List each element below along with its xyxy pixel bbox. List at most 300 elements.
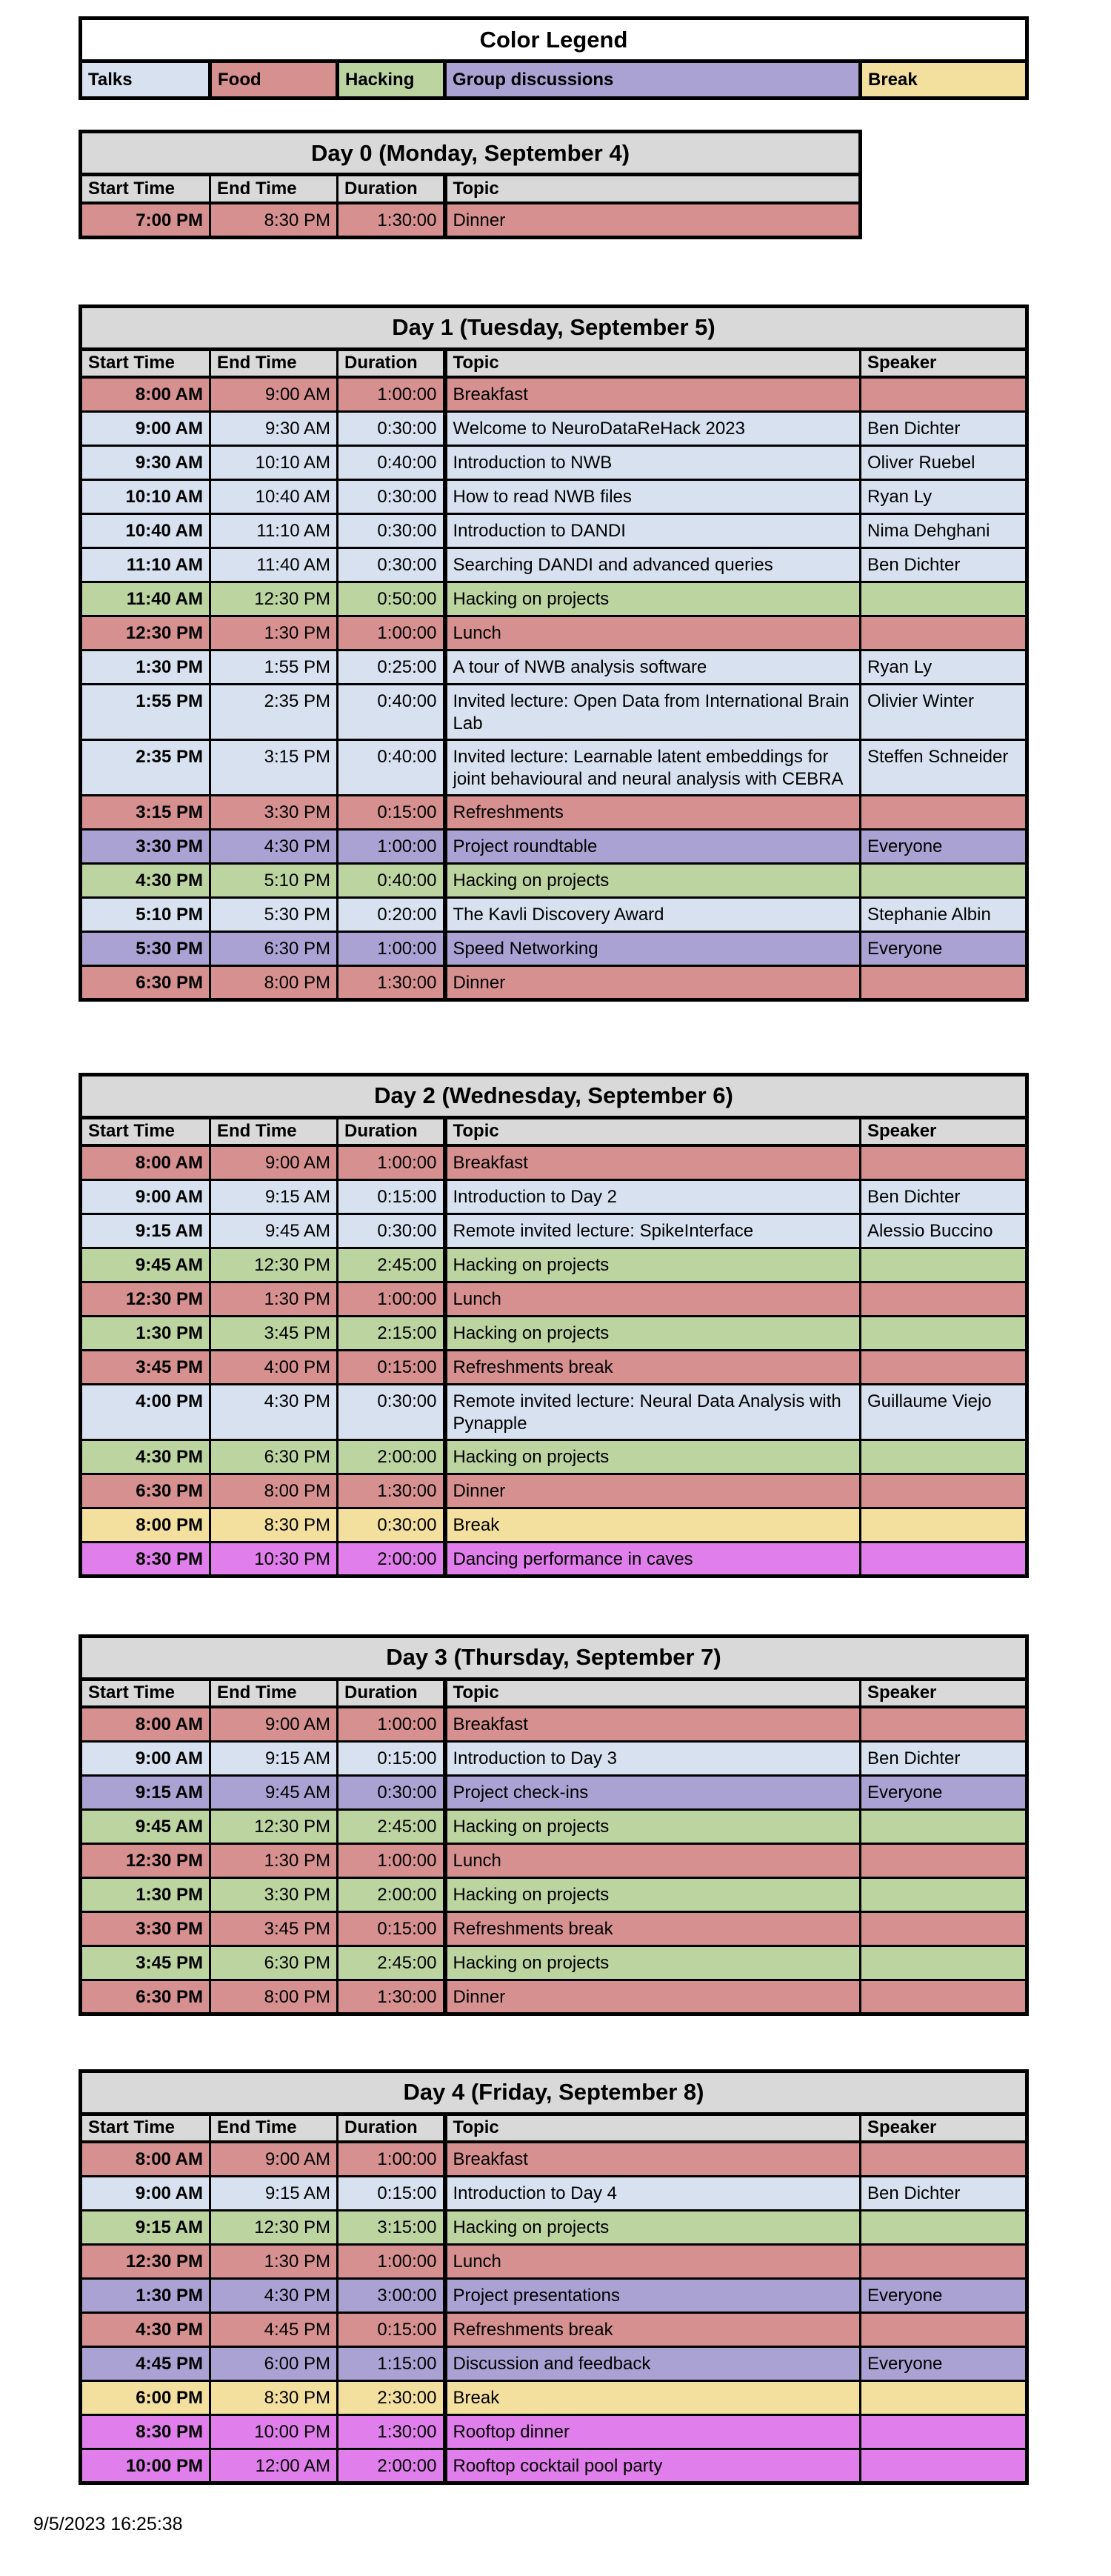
topic-cell: Speed Networking — [445, 931, 861, 965]
topic-cell: Searching DANDI and advanced queries — [445, 548, 861, 582]
topic-cell: Hacking on projects — [445, 1248, 861, 1282]
speaker-cell — [861, 1911, 1027, 1946]
end-time-cell: 9:15 AM — [210, 1741, 338, 1775]
day-title-row — [81, 2071, 1027, 2114]
start-time-cell: 1:30 PM — [81, 650, 210, 684]
speaker-cell — [861, 1145, 1027, 1179]
end-time-cell: 11:10 AM — [210, 513, 338, 548]
duration-cell: 2:45:00 — [338, 1946, 445, 1980]
schedule-row — [81, 1741, 1027, 1775]
column-header-speaker: Speaker — [861, 1117, 1027, 1145]
start-time-cell: 4:30 PM — [81, 2312, 210, 2346]
day-2-table — [79, 1073, 1029, 1578]
schedule-row — [81, 582, 1027, 616]
schedule-row — [81, 203, 861, 238]
speaker-cell — [861, 1980, 1027, 2014]
day-title: Day 0 (Monday, September 4) — [81, 132, 861, 175]
column-header-topic: Topic — [445, 349, 861, 377]
column-header-row — [81, 1117, 1027, 1145]
end-time-cell: 4:30 PM — [210, 2278, 338, 2312]
end-time-cell: 10:10 AM — [210, 445, 338, 479]
column-header-start-time: Start Time — [81, 2114, 210, 2142]
day-title: Day 3 (Thursday, September 7) — [81, 1636, 1027, 1679]
legend-item-break: Break — [861, 61, 1027, 99]
speaker-cell — [861, 1508, 1027, 1542]
end-time-cell: 1:30 PM — [210, 616, 338, 650]
color-legend-table — [79, 16, 1029, 100]
duration-cell: 2:00:00 — [338, 1542, 445, 1576]
duration-cell: 0:15:00 — [338, 1911, 445, 1946]
schedule-row — [81, 1248, 1027, 1282]
end-time-cell: 1:30 PM — [210, 2244, 338, 2278]
end-time-cell: 8:30 PM — [210, 203, 338, 238]
duration-cell: 0:30:00 — [338, 513, 445, 548]
column-header-speaker: Speaker — [861, 2114, 1027, 2142]
topic-cell: Lunch — [445, 1282, 861, 1316]
speaker-cell: Ben Dichter — [861, 1179, 1027, 1214]
schedule-row — [81, 1508, 1027, 1542]
column-header-end-time: End Time — [210, 1117, 338, 1145]
schedule-row — [81, 1542, 1027, 1576]
column-header-duration: Duration — [338, 349, 445, 377]
start-time-cell: 1:30 PM — [81, 1877, 210, 1911]
schedule-document — [79, 16, 1029, 2485]
start-time-cell: 8:00 AM — [81, 2142, 210, 2176]
topic-cell: Remote invited lecture: SpikeInterface — [445, 1214, 861, 1248]
speaker-cell: Everyone — [861, 2278, 1027, 2312]
speaker-cell — [861, 795, 1027, 829]
topic-cell: Rooftop dinner — [445, 2414, 861, 2449]
end-time-cell: 3:45 PM — [210, 1316, 338, 1350]
duration-cell: 0:15:00 — [338, 2312, 445, 2346]
column-header-row — [81, 2114, 1027, 2142]
speaker-cell — [861, 1440, 1027, 1474]
start-time-cell: 9:15 AM — [81, 2210, 210, 2244]
duration-cell: 1:00:00 — [338, 377, 445, 411]
duration-cell: 0:40:00 — [338, 863, 445, 897]
topic-cell: The Kavli Discovery Award — [445, 897, 861, 931]
topic-cell: Invited lecture: Learnable latent embeddings for joint behavioural and neural analysis with CEBRA — [445, 739, 861, 795]
start-time-cell: 8:00 AM — [81, 1145, 210, 1179]
speaker-cell — [861, 1843, 1027, 1877]
schedule-row — [81, 1350, 1027, 1384]
speaker-cell: Stephanie Albin — [861, 897, 1027, 931]
speaker-cell — [861, 965, 1027, 999]
topic-cell: Introduction to Day 4 — [445, 2176, 861, 2210]
topic-cell: Hacking on projects — [445, 582, 861, 616]
schedule-row — [81, 2414, 1027, 2449]
schedule-row — [81, 1946, 1027, 1980]
day-title: Day 1 (Tuesday, September 5) — [81, 306, 1027, 349]
speaker-cell: Ryan Ly — [861, 479, 1027, 513]
column-header-start-time: Start Time — [81, 349, 210, 377]
legend-items-row — [81, 61, 1027, 99]
schedule-row — [81, 411, 1027, 445]
schedule-row — [81, 650, 1027, 684]
topic-cell: Project check-ins — [445, 1775, 861, 1809]
end-time-cell: 3:15 PM — [210, 739, 338, 795]
speaker-cell — [861, 1946, 1027, 1980]
speaker-cell: Olivier Winter — [861, 684, 1027, 739]
start-time-cell: 8:00 AM — [81, 377, 210, 411]
topic-cell: Introduction to Day 2 — [445, 1179, 861, 1214]
schedule-row — [81, 2449, 1027, 2483]
end-time-cell: 8:30 PM — [210, 2380, 338, 2414]
column-header-duration: Duration — [338, 1117, 445, 1145]
duration-cell: 1:30:00 — [338, 1980, 445, 2014]
schedule-row — [81, 1843, 1027, 1877]
legend-title-row — [81, 19, 1027, 61]
topic-cell: Dinner — [445, 1474, 861, 1508]
speaker-cell — [861, 2210, 1027, 2244]
speaker-cell — [861, 2380, 1027, 2414]
schedule-row — [81, 863, 1027, 897]
duration-cell: 0:30:00 — [338, 548, 445, 582]
start-time-cell: 9:15 AM — [81, 1775, 210, 1809]
speaker-cell: Everyone — [861, 829, 1027, 863]
topic-cell: Introduction to NWB — [445, 445, 861, 479]
topic-cell: Refreshments — [445, 795, 861, 829]
start-time-cell: 7:00 PM — [81, 203, 210, 238]
end-time-cell: 8:00 PM — [210, 1474, 338, 1508]
column-header-duration: Duration — [338, 1679, 445, 1707]
topic-cell: Invited lecture: Open Data from International Brain Lab — [445, 684, 861, 739]
end-time-cell: 8:00 PM — [210, 965, 338, 999]
schedule-row — [81, 1214, 1027, 1248]
duration-cell: 0:30:00 — [338, 1508, 445, 1542]
end-time-cell: 9:15 AM — [210, 1179, 338, 1214]
schedule-row — [81, 1707, 1027, 1741]
schedule-row — [81, 2210, 1027, 2244]
start-time-cell: 4:30 PM — [81, 863, 210, 897]
speaker-cell — [861, 1248, 1027, 1282]
topic-cell: Breakfast — [445, 1707, 861, 1741]
end-time-cell: 6:30 PM — [210, 931, 338, 965]
topic-cell: Breakfast — [445, 377, 861, 411]
duration-cell: 2:15:00 — [338, 1316, 445, 1350]
schedule-row — [81, 1911, 1027, 1946]
schedule-row — [81, 479, 1027, 513]
column-header-duration: Duration — [338, 2114, 445, 2142]
day-4-table — [79, 2069, 1029, 2485]
speaker-cell — [861, 1542, 1027, 1576]
duration-cell: 2:00:00 — [338, 1440, 445, 1474]
duration-cell: 1:00:00 — [338, 1282, 445, 1316]
speaker-cell: Ben Dichter — [861, 1741, 1027, 1775]
column-header-speaker: Speaker — [861, 1679, 1027, 1707]
topic-cell: Hacking on projects — [445, 1809, 861, 1843]
topic-cell: Dinner — [445, 1980, 861, 2014]
start-time-cell: 10:40 AM — [81, 513, 210, 548]
schedule-row — [81, 1282, 1027, 1316]
schedule-row — [81, 1809, 1027, 1843]
legend-item-talks: Talks — [81, 61, 210, 99]
start-time-cell: 1:30 PM — [81, 2278, 210, 2312]
column-header-row — [81, 349, 1027, 377]
speaker-cell — [861, 1809, 1027, 1843]
schedule-row — [81, 2142, 1027, 2176]
start-time-cell: 9:45 AM — [81, 1248, 210, 1282]
topic-cell: Lunch — [445, 1843, 861, 1877]
duration-cell: 2:45:00 — [338, 1248, 445, 1282]
speaker-cell: Everyone — [861, 1775, 1027, 1809]
end-time-cell: 12:30 PM — [210, 1248, 338, 1282]
topic-cell: Project presentations — [445, 2278, 861, 2312]
column-header-end-time: End Time — [210, 349, 338, 377]
end-time-cell: 9:00 AM — [210, 377, 338, 411]
day-title-row — [81, 306, 1027, 349]
end-time-cell: 10:00 PM — [210, 2414, 338, 2449]
speaker-cell: Ben Dichter — [861, 2176, 1027, 2210]
topic-cell: Hacking on projects — [445, 1877, 861, 1911]
duration-cell: 1:15:00 — [338, 2346, 445, 2380]
speaker-cell — [861, 2414, 1027, 2449]
end-time-cell: 8:00 PM — [210, 1980, 338, 2014]
column-header-duration: Duration — [338, 175, 445, 203]
schedule-row — [81, 377, 1027, 411]
topic-cell: Remote invited lecture: Neural Data Analysis with Pynapple — [445, 1384, 861, 1440]
duration-cell: 0:30:00 — [338, 411, 445, 445]
start-time-cell: 3:15 PM — [81, 795, 210, 829]
end-time-cell: 5:10 PM — [210, 863, 338, 897]
schedule-row — [81, 1474, 1027, 1508]
day-tables-container — [79, 130, 1029, 2485]
start-time-cell: 3:45 PM — [81, 1350, 210, 1384]
end-time-cell: 3:30 PM — [210, 795, 338, 829]
duration-cell: 0:40:00 — [338, 445, 445, 479]
topic-cell: How to read NWB files — [445, 479, 861, 513]
column-header-topic: Topic — [445, 175, 861, 203]
duration-cell: 1:00:00 — [338, 2244, 445, 2278]
topic-cell: Breakfast — [445, 1145, 861, 1179]
schedule-row — [81, 795, 1027, 829]
schedule-row — [81, 2380, 1027, 2414]
topic-cell: Hacking on projects — [445, 1316, 861, 1350]
duration-cell: 3:15:00 — [338, 2210, 445, 2244]
end-time-cell: 2:35 PM — [210, 684, 338, 739]
start-time-cell: 5:10 PM — [81, 897, 210, 931]
start-time-cell: 4:00 PM — [81, 1384, 210, 1440]
topic-cell: Breakfast — [445, 2142, 861, 2176]
end-time-cell: 4:00 PM — [210, 1350, 338, 1384]
schedule-row — [81, 965, 1027, 999]
speaker-cell: Guillaume Viejo — [861, 1384, 1027, 1440]
end-time-cell: 9:45 AM — [210, 1214, 338, 1248]
column-header-start-time: Start Time — [81, 1679, 210, 1707]
topic-cell: Rooftop cocktail pool party — [445, 2449, 861, 2483]
start-time-cell: 6:30 PM — [81, 965, 210, 999]
speaker-cell — [861, 2449, 1027, 2483]
start-time-cell: 9:00 AM — [81, 1741, 210, 1775]
duration-cell: 1:00:00 — [338, 931, 445, 965]
topic-cell: Hacking on projects — [445, 1440, 861, 1474]
duration-cell: 0:15:00 — [338, 1179, 445, 1214]
start-time-cell: 6:00 PM — [81, 2380, 210, 2414]
speaker-cell: Ben Dichter — [861, 548, 1027, 582]
duration-cell: 0:50:00 — [338, 582, 445, 616]
end-time-cell: 12:30 PM — [210, 2210, 338, 2244]
duration-cell: 0:30:00 — [338, 479, 445, 513]
speaker-cell — [861, 1282, 1027, 1316]
topic-cell: Refreshments break — [445, 2312, 861, 2346]
day-title: Day 4 (Friday, September 8) — [81, 2071, 1027, 2114]
column-header-topic: Topic — [445, 1679, 861, 1707]
schedule-row — [81, 2312, 1027, 2346]
end-time-cell: 9:30 AM — [210, 411, 338, 445]
topic-cell: Lunch — [445, 2244, 861, 2278]
topic-cell: Dinner — [445, 203, 861, 238]
schedule-row — [81, 445, 1027, 479]
duration-cell: 1:30:00 — [338, 203, 445, 238]
duration-cell: 0:15:00 — [338, 2176, 445, 2210]
end-time-cell: 11:40 AM — [210, 548, 338, 582]
schedule-row — [81, 1877, 1027, 1911]
schedule-row — [81, 1980, 1027, 2014]
column-header-start-time: Start Time — [81, 175, 210, 203]
duration-cell: 0:40:00 — [338, 739, 445, 795]
day-0-table — [79, 130, 862, 239]
speaker-cell — [861, 2142, 1027, 2176]
end-time-cell: 9:00 AM — [210, 2142, 338, 2176]
topic-cell: Discussion and feedback — [445, 2346, 861, 2380]
topic-cell: Introduction to DANDI — [445, 513, 861, 548]
topic-cell: Lunch — [445, 616, 861, 650]
column-header-start-time: Start Time — [81, 1117, 210, 1145]
end-time-cell: 6:00 PM — [210, 2346, 338, 2380]
end-time-cell: 6:30 PM — [210, 1946, 338, 1980]
start-time-cell: 5:30 PM — [81, 931, 210, 965]
duration-cell: 0:15:00 — [338, 1741, 445, 1775]
column-header-end-time: End Time — [210, 175, 338, 203]
speaker-cell — [861, 582, 1027, 616]
start-time-cell: 8:00 PM — [81, 1508, 210, 1542]
schedule-row — [81, 931, 1027, 965]
topic-cell: Refreshments break — [445, 1911, 861, 1946]
speaker-cell — [861, 1707, 1027, 1741]
start-time-cell: 10:10 AM — [81, 479, 210, 513]
column-header-row — [81, 1679, 1027, 1707]
speaker-cell — [861, 1877, 1027, 1911]
end-time-cell: 9:00 AM — [210, 1707, 338, 1741]
schedule-row — [81, 1440, 1027, 1474]
topic-cell: Break — [445, 2380, 861, 2414]
start-time-cell: 8:00 AM — [81, 1707, 210, 1741]
end-time-cell: 9:45 AM — [210, 1775, 338, 1809]
start-time-cell: 8:30 PM — [81, 2414, 210, 2449]
schedule-row — [81, 897, 1027, 931]
duration-cell: 0:15:00 — [338, 1350, 445, 1384]
day-title-row — [81, 1636, 1027, 1679]
speaker-cell: Ben Dichter — [861, 411, 1027, 445]
duration-cell: 1:00:00 — [338, 829, 445, 863]
schedule-row — [81, 616, 1027, 650]
day-title-row — [81, 1074, 1027, 1117]
column-header-topic: Topic — [445, 1117, 861, 1145]
schedule-row — [81, 548, 1027, 582]
schedule-row — [81, 513, 1027, 548]
day-3-table — [79, 1634, 1029, 2016]
start-time-cell: 9:30 AM — [81, 445, 210, 479]
schedule-row — [81, 2244, 1027, 2278]
start-time-cell: 3:30 PM — [81, 829, 210, 863]
schedule-row — [81, 739, 1027, 795]
speaker-cell — [861, 1474, 1027, 1508]
schedule-row — [81, 1145, 1027, 1179]
legend-item-group: Group discussions — [445, 61, 861, 99]
column-header-topic: Topic — [445, 2114, 861, 2142]
start-time-cell: 9:15 AM — [81, 1214, 210, 1248]
end-time-cell: 9:15 AM — [210, 2176, 338, 2210]
schedule-row — [81, 1384, 1027, 1440]
start-time-cell: 9:45 AM — [81, 1809, 210, 1843]
start-time-cell: 1:30 PM — [81, 1316, 210, 1350]
start-time-cell: 3:45 PM — [81, 1946, 210, 1980]
start-time-cell: 12:30 PM — [81, 1843, 210, 1877]
start-time-cell: 10:00 PM — [81, 2449, 210, 2483]
end-time-cell: 1:55 PM — [210, 650, 338, 684]
end-time-cell: 4:45 PM — [210, 2312, 338, 2346]
column-header-row — [81, 175, 861, 203]
start-time-cell: 12:30 PM — [81, 2244, 210, 2278]
duration-cell: 0:25:00 — [338, 650, 445, 684]
start-time-cell: 2:35 PM — [81, 739, 210, 795]
duration-cell: 0:30:00 — [338, 1775, 445, 1809]
legend-item-hacking: Hacking — [338, 61, 445, 99]
duration-cell: 1:30:00 — [338, 2414, 445, 2449]
schedule-row — [81, 2278, 1027, 2312]
schedule-row — [81, 2176, 1027, 2210]
topic-cell: Dinner — [445, 965, 861, 999]
start-time-cell: 6:30 PM — [81, 1980, 210, 2014]
column-header-end-time: End Time — [210, 1679, 338, 1707]
end-time-cell: 1:30 PM — [210, 1843, 338, 1877]
day-title: Day 2 (Wednesday, September 6) — [81, 1074, 1027, 1117]
duration-cell: 1:30:00 — [338, 1474, 445, 1508]
end-time-cell: 8:30 PM — [210, 1508, 338, 1542]
topic-cell: Break — [445, 1508, 861, 1542]
start-time-cell: 3:30 PM — [81, 1911, 210, 1946]
start-time-cell: 4:30 PM — [81, 1440, 210, 1474]
end-time-cell: 3:45 PM — [210, 1911, 338, 1946]
topic-cell: Welcome to NeuroDataReHack 2023 — [445, 411, 861, 445]
start-time-cell: 4:45 PM — [81, 2346, 210, 2380]
duration-cell: 1:00:00 — [338, 1145, 445, 1179]
schedule-row — [81, 684, 1027, 739]
start-time-cell: 9:00 AM — [81, 411, 210, 445]
duration-cell: 0:15:00 — [338, 795, 445, 829]
topic-cell: Project roundtable — [445, 829, 861, 863]
schedule-row — [81, 2346, 1027, 2380]
schedule-row — [81, 1316, 1027, 1350]
end-time-cell: 1:30 PM — [210, 1282, 338, 1316]
start-time-cell: 12:30 PM — [81, 1282, 210, 1316]
speaker-cell: Oliver Ruebel — [861, 445, 1027, 479]
duration-cell: 2:00:00 — [338, 1877, 445, 1911]
duration-cell: 1:30:00 — [338, 965, 445, 999]
start-time-cell: 11:10 AM — [81, 548, 210, 582]
speaker-cell: Ryan Ly — [861, 650, 1027, 684]
start-time-cell: 8:30 PM — [81, 1542, 210, 1576]
start-time-cell: 12:30 PM — [81, 616, 210, 650]
speaker-cell: Nima Dehghani — [861, 513, 1027, 548]
speaker-cell — [861, 1350, 1027, 1384]
duration-cell: 0:30:00 — [338, 1384, 445, 1440]
end-time-cell: 5:30 PM — [210, 897, 338, 931]
duration-cell: 0:20:00 — [338, 897, 445, 931]
topic-cell: A tour of NWB analysis software — [445, 650, 861, 684]
day-1-table — [79, 304, 1029, 1002]
topic-cell: Hacking on projects — [445, 1946, 861, 1980]
